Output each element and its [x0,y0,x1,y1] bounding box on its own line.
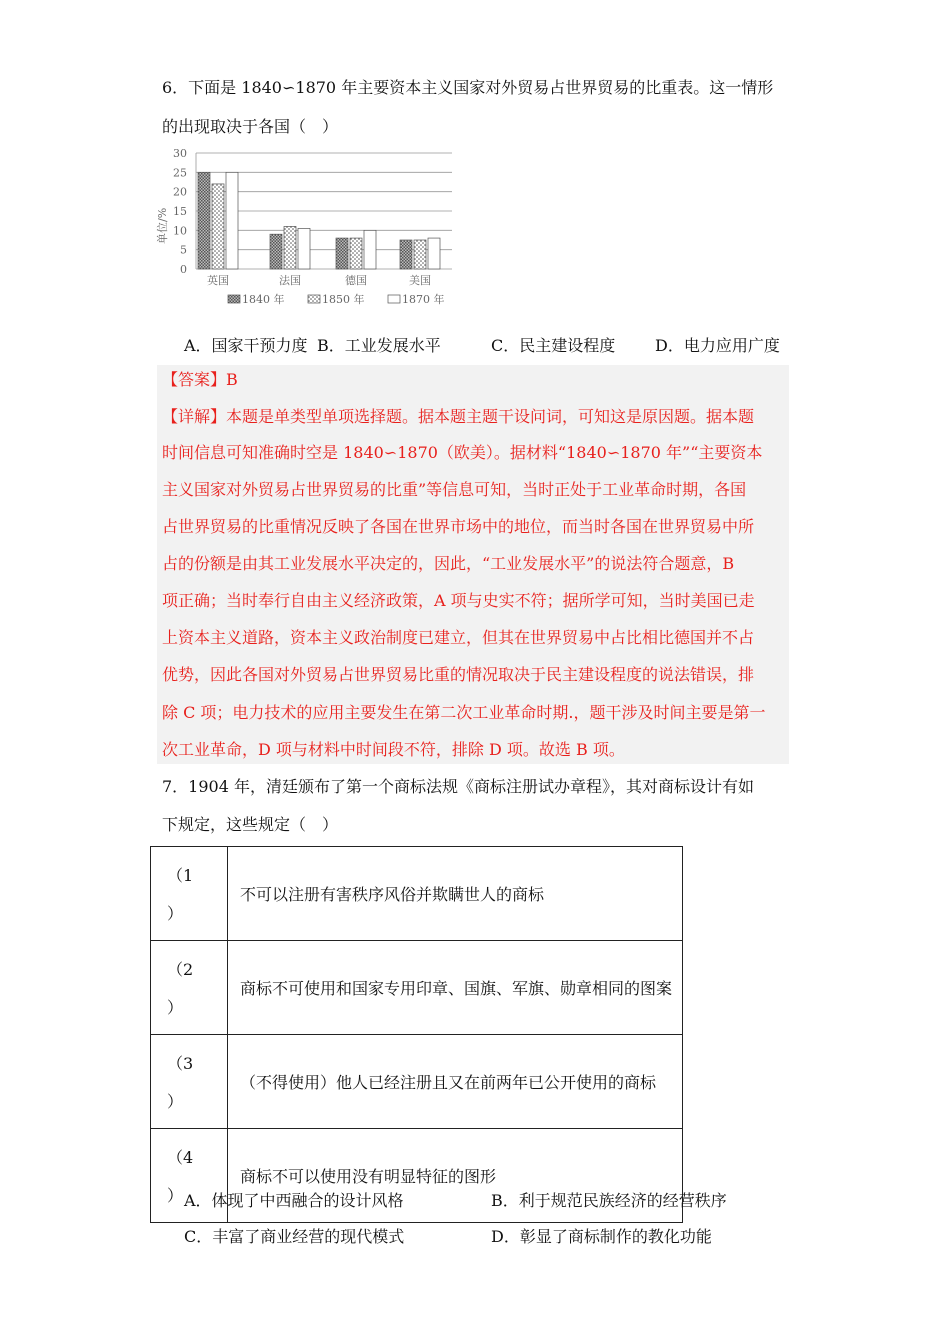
x-tick-label: 英国 [207,274,229,287]
bar-法国-1 [284,226,296,269]
q7-stem-line2: 下规定，这些规定（ ） [162,815,339,834]
row-text: 商标不可使用和国家专用印章、国旗、军旗、勋章相同的图案 [228,941,683,1035]
q7-option-a[interactable]: A．体现了中西融合的设计风格 [184,1191,404,1210]
row-number: （1 ） [151,847,228,941]
y-tick-label: 25 [173,166,187,180]
table-row [151,1035,683,1129]
q6-stem-line1: 6．下面是 1840∽1870 年主要资本主义国家对外贸易占世界贸易的比重表。这一情形 [162,78,774,97]
y-axis-label: 单位/% [156,207,169,244]
detail-line-7: 上资本主义道路，资本主义政治制度已建立，但其在世界贸易中占比相比德国并不占 [162,628,755,647]
row-text: （不得使用）他人已经注册且又在前两年已公开使用的商标 [228,1035,683,1129]
y-tick-label: 0 [180,263,187,276]
y-tick-label: 5 [180,243,187,257]
q6-option-b[interactable]: B．工业发展水平 [317,336,441,355]
bar-美国-2 [428,238,440,269]
row-text: 商标不可以使用没有明显特征的图形 [228,1129,683,1223]
legend-swatch [228,295,240,303]
row-number: （4 ） [151,1129,228,1223]
bar-德国-1 [350,238,362,269]
detail-line-2: 时间信息可知准确时空是 1840∽1870（欧美）。据材料“1840∽1870 年”“主要资本 [162,443,763,462]
regulations-table [150,846,683,1223]
q7-option-d[interactable]: D．彰显了商标制作的教化功能 [491,1227,712,1246]
y-tick-label: 15 [173,205,187,218]
answer-value: B [226,370,238,389]
answer-label: 【答案】 [162,370,227,389]
detail-line-9: 除 C 项；电力技术的应用主要发生在第二次工业革命时期.，题干涉及时间主要是第一 [162,703,766,722]
detail-line-3: 主义国家对外贸易占世界贸易的比重”等信息可知，当时正处于工业革命时期，各国 [162,480,747,499]
x-tick-labels [207,273,431,287]
bar-德国-0 [336,238,348,269]
bar-美国-1 [414,240,426,269]
chart-legend [228,292,445,306]
legend-label: 1840 年 [242,293,285,306]
detail-line-4: 占世界贸易的比重情况反映了各国在世界市场中的地位，而当时各国在世界贸易中所 [162,517,755,536]
legend-label: 1850 年 [322,293,365,306]
q7-stem-line1: 7．1904 年，清廷颁布了第一个商标法规《商标注册试办章程》，其对商标设计有如 [162,777,754,796]
x-tick-label: 美国 [409,274,431,287]
q6-stem-line2: 的出现取决于各国（ ） [162,117,339,136]
y-tick-label: 10 [173,224,187,238]
row-number: （2 ） [151,941,228,1035]
chart-bars [198,172,440,269]
detail-line-5: 占的份额是由其工业发展水平决定的，因此，“工业发展水平”的说法符合题意，B [162,554,735,573]
q7-option-c[interactable]: C．丰富了商业经营的现代模式 [184,1227,405,1246]
legend-label: 1870 年 [402,293,445,306]
y-tick-labels [173,147,187,276]
bar-英国-0 [198,172,210,269]
y-tick-label: 30 [173,147,187,160]
q6-option-d[interactable]: D．电力应用广度 [655,336,780,355]
x-tick-label: 德国 [345,274,367,287]
bar-美国-0 [400,240,412,269]
table-row [151,941,683,1035]
legend-swatch [308,295,320,303]
answer-line [162,370,238,390]
detail-line-6: 项正确；当时奉行自由主义经济政策，A 项与史实不符；据所学可知，当时美国已走 [162,591,755,610]
detail-line-10: 次工业革命，D 项与材料中时间段不符，排除 D 项。故选 B 项。 [162,740,625,759]
bar-chart [156,140,456,312]
detail-line-1: 【详解】本题是单类型单项选择题。据本题主题干设问词，可知这是原因题。据本题 [162,407,755,426]
detail-label: 【详解】 [162,407,227,426]
detail-line-8: 优势，因此各国对外贸易占世界贸易比重的情况取决于民主建设程度的说法错误，排 [162,665,755,684]
bar-法国-2 [298,228,310,269]
q6-option-c[interactable]: C．民主建设程度 [491,336,616,355]
row-text: 不可以注册有害秩序风俗并欺瞒世人的商标 [228,847,683,941]
bar-德国-2 [364,230,376,269]
bar-英国-1 [212,184,224,269]
bar-法国-0 [270,234,282,269]
legend-swatch [388,295,400,303]
table-row [151,847,683,941]
q6-option-a[interactable]: A．国家干预力度 [184,336,308,355]
row-number: （3 ） [151,1035,228,1129]
y-tick-label: 20 [173,185,187,199]
x-tick-label: 法国 [279,274,301,287]
q7-option-b[interactable]: B．利于规范民族经济的经营秩序 [491,1191,727,1210]
bar-英国-2 [226,172,238,269]
